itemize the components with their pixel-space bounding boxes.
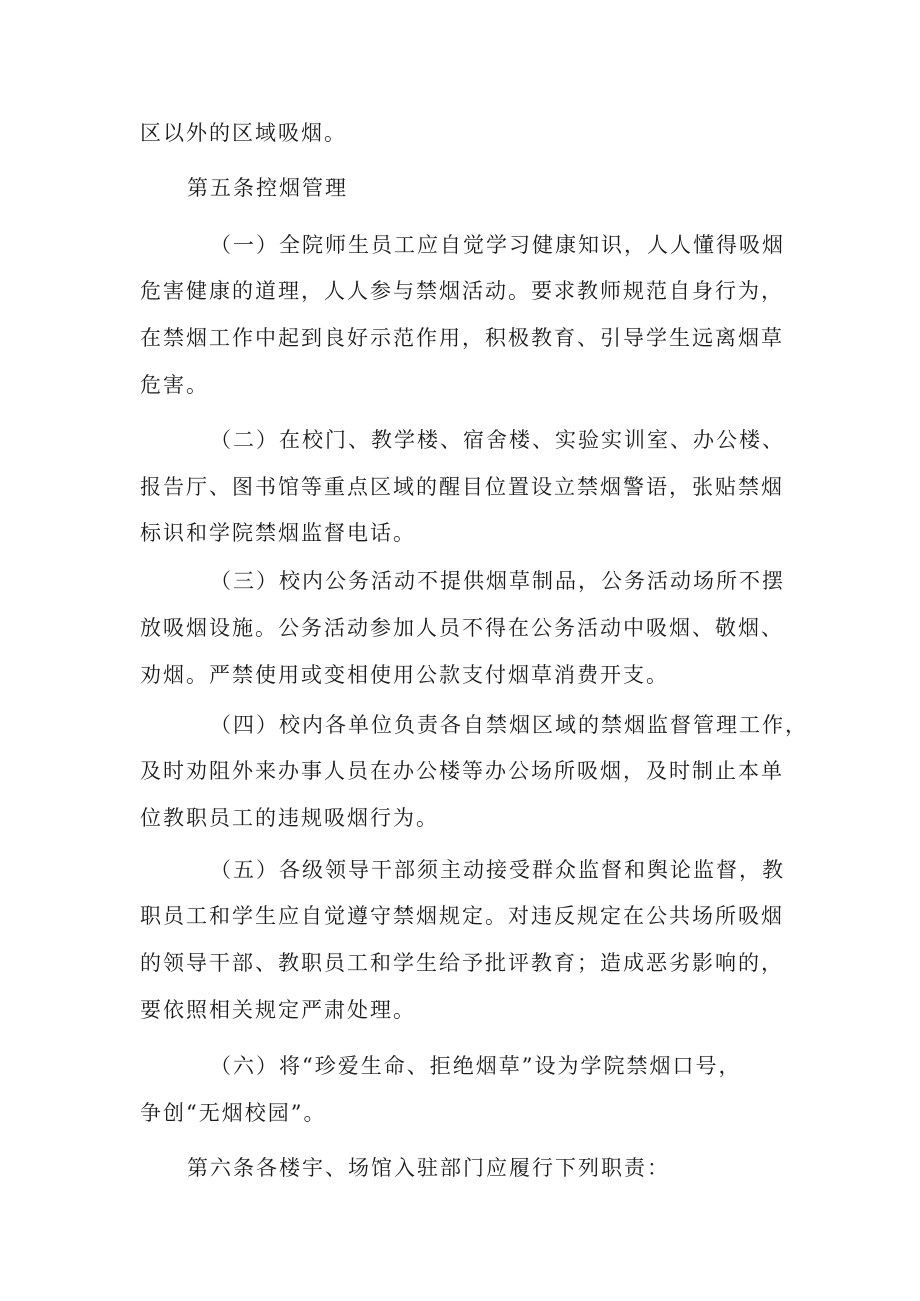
text-line: 危害。 <box>140 373 209 397</box>
section-heading: 第五条控烟管理 <box>187 176 348 200</box>
text-line: 劝烟。严禁使用或变相使用公款支付烟草消费开支。 <box>140 663 669 687</box>
text-line: （六）将“珍爱生命、拒绝烟草”设为学院禁烟口号， <box>210 1054 742 1078</box>
text-line: 位教职员工的违规吸烟行为。 <box>140 806 439 830</box>
text-line: （一）全院师生员工应自觉学习健康知识，人人懂得吸烟 <box>210 233 785 257</box>
text-line: （三）校内公务活动不提供烟草制品，公务活动场所不摆 <box>210 569 785 593</box>
text-line: 及时劝阻外来办事人员在办公楼等办公场所吸烟，及时制止本单 <box>140 759 784 783</box>
text-line: 放吸烟设施。公务活动参加人员不得在公务活动中吸烟、敬烟、 <box>140 616 784 640</box>
text-line: 在禁烟工作中起到良好示范作用，积极教育、引导学生远离烟草 <box>140 326 784 350</box>
text-line: 要依照相关规定严肃处理。 <box>140 998 416 1022</box>
text-line: 危害健康的道理，人人参与禁烟活动。要求教师规范自身行为， <box>140 279 784 303</box>
text-line: 争创“无烟校园”。 <box>140 1101 327 1125</box>
text-line: 的领导干部、教职员工和学生给予批评教育；造成恶劣影响的， <box>140 951 784 975</box>
text-line: （五）各级领导干部须主动接受群众监督和舆论监督，教 <box>210 858 785 882</box>
section-heading: 第六条各楼宇、场馆入驻部门应履行下列职责： <box>187 1156 670 1180</box>
text-line: 报告厅、图书馆等重点区域的醒目位置设立禁烟警语，张贴禁烟 <box>140 475 784 499</box>
text-line: 职员工和学生应自觉遵守禁烟规定。对违反规定在公共场所吸烟 <box>140 904 784 928</box>
text-line: 标识和学院禁烟监督电话。 <box>140 521 416 545</box>
text-line: （二）在校门、教学楼、宿舍楼、实验实训室、办公楼、 <box>210 428 785 452</box>
text-line: 区以外的区域吸烟。 <box>140 121 347 145</box>
text-line: （四）校内各单位负责各自禁烟区域的禁烟监督管理工作， <box>210 713 808 737</box>
